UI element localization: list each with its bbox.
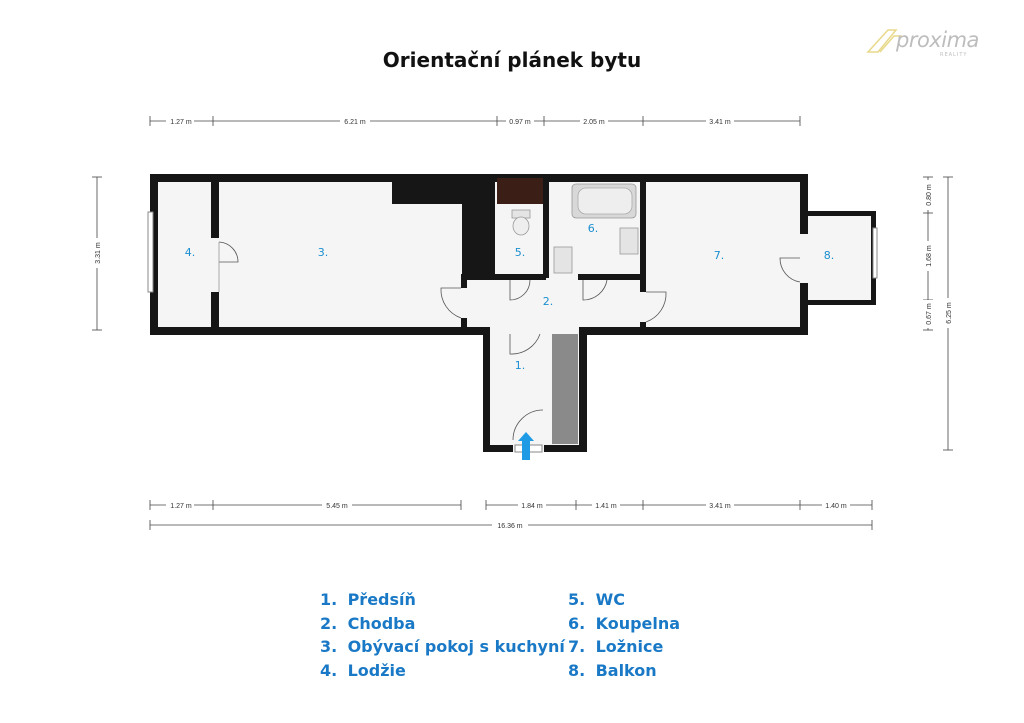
dim-right-3: 0.67 m: [926, 303, 933, 325]
room-label-7: 7.: [713, 249, 725, 262]
dim-right-outer: 6.25 m: [946, 302, 953, 324]
legend-item: 1. Předsíň: [320, 590, 416, 609]
legend-item: 8. Balkon: [568, 660, 657, 680]
room-label-5: 5.: [514, 246, 526, 259]
legend-item: 4. Lodžie: [320, 660, 406, 680]
bathtub-icon: [572, 184, 636, 218]
dim-bottom-2: 5.45 m: [326, 503, 348, 510]
room-label-6: 6.: [587, 222, 599, 235]
legend-item: 5. WC: [568, 590, 625, 609]
dim-left: 3.31 m: [95, 242, 102, 264]
logo-wordmark: proxima: [896, 28, 979, 52]
room-label-4: 4.: [184, 246, 196, 259]
dimension-left: [92, 177, 102, 330]
room-label-3: 3.: [317, 246, 329, 259]
dim-top-4: 2.05 m: [583, 119, 605, 126]
dim-top-2: 6.21 m: [344, 119, 366, 126]
dim-bottom-1: 1.27 m: [170, 503, 192, 510]
dim-bottom-5: 3.41 m: [709, 503, 731, 510]
legend-item: 3. Obývací pokoj s kuchyní: [320, 637, 565, 657]
logo-subtitle: REALITY: [940, 52, 968, 58]
dim-top-1: 1.27 m: [170, 119, 192, 126]
dim-top-3: 0.97 m: [509, 119, 531, 126]
legend-item: 2. Chodba: [320, 613, 416, 633]
dimension-bottom: [150, 500, 872, 530]
dim-bottom-6: 1.40 m: [825, 503, 847, 510]
page-title: Orientační plánek bytu: [382, 48, 642, 72]
room-label-8: 8.: [823, 249, 835, 262]
dim-bottom-4: 1.41 m: [595, 503, 617, 510]
dim-top-5: 3.41 m: [709, 119, 731, 126]
dim-bottom-3: 1.84 m: [521, 503, 543, 510]
dim-right-1: 0.80 m: [926, 184, 933, 206]
legend-right: [568, 588, 680, 682]
legend-left: [320, 588, 565, 682]
dimension-right: [923, 177, 953, 450]
dim-right-2: 1.68 m: [926, 245, 933, 267]
dimension-top: [150, 116, 800, 126]
room-label-1: 1.: [514, 359, 526, 372]
room-label-2: 2.: [542, 295, 554, 308]
legend-item: 6. Koupelna: [568, 613, 681, 633]
legend-item: 7. Ložnice: [568, 637, 664, 657]
toilet-icon: [512, 210, 530, 235]
dim-total: 16.36 m: [497, 523, 523, 530]
